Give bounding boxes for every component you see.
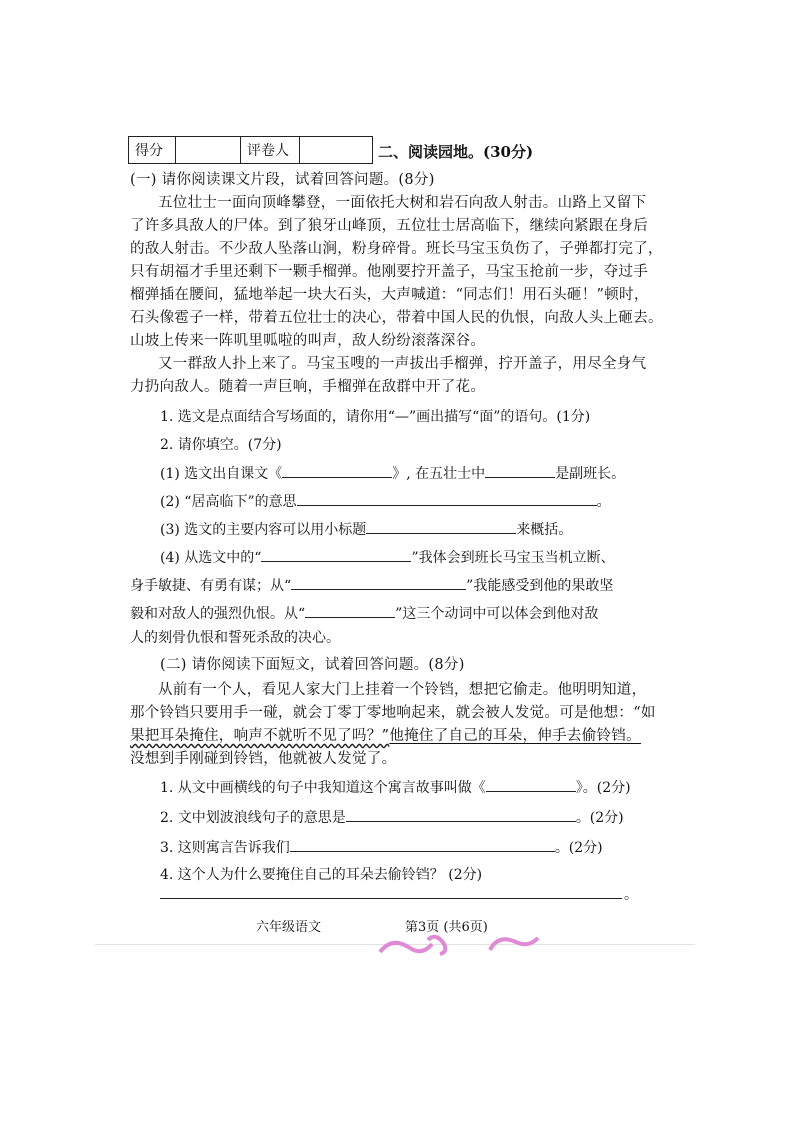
passage-line: 山坡上传来一阵叽里呱啦的叫声，敌人纷纷滚落深谷。 — [130, 333, 486, 349]
score-label: 得分 — [129, 137, 176, 164]
part1-heading: (一) 请你阅读课文片段，试着回答问题。(8分) — [130, 172, 435, 188]
answer-blank[interactable] — [366, 518, 516, 534]
question-2-3: (3) 选文的主要内容可以用小标题 来概括。 — [160, 518, 572, 539]
passage-line: 五位壮士一面向顶峰攀登，一面依托大树和岩石向敌人射击。山路上又留下 — [158, 195, 647, 211]
answer-blank[interactable] — [290, 836, 555, 852]
answer-blank[interactable] — [485, 462, 555, 478]
section-title: 二、阅读园地。(30分) — [378, 143, 534, 161]
wavy-sentence: 果把耳朵掩住，响声不就听不见了吗？” — [130, 728, 390, 744]
passage-line: 石头像雹子一样，带着五位壮士的决心，带着中国人民的仇恨，向敌人头上砸去。 — [130, 310, 663, 326]
question-1: 1. 选文是点面结合写场面的，请你用“—”画出描写“面”的语句。(1分) — [160, 409, 591, 425]
answer-blank[interactable] — [291, 574, 466, 590]
passage-line: 榴弹插在腰间，猛地举起一块大石头，大声喊道：“同志们！用石头砸！”顿时， — [130, 287, 649, 303]
grader-box[interactable] — [300, 137, 373, 164]
underlined-sentence: 他掩住了自己的耳朵，伸手去偷铃铛。 — [389, 728, 641, 744]
answer-line[interactable] — [160, 898, 622, 899]
part2-question-4: 4. 这个人为什么要掩住自己的耳朵去偷铃铛？ (2分) — [160, 867, 483, 883]
score-table — [128, 136, 373, 164]
answer-blank[interactable] — [261, 546, 411, 562]
footer-page: 第3页 (共6页) — [405, 920, 488, 935]
answer-blank[interactable] — [297, 490, 597, 506]
grader-label: 评卷人 — [241, 137, 300, 164]
question-2-4: (4) 从选文中的“ ”我体会到班长马宝玉当机立断、 — [160, 546, 615, 567]
question-2-1: (1) 选文出自课文《 》, 在五壮士中 是副班长。 — [160, 462, 625, 483]
question-2-4-cont: 身手敏捷、有勇有谋；从“ ”我能感受到他的果敢坚 — [130, 574, 613, 595]
footer-subject: 六年级语文 — [256, 920, 322, 935]
part2-question-3: 3. 这则寓言告诉我们 。(2分) — [160, 836, 603, 857]
part2-heading: (二) 请你阅读下面短文，试着回答问题。(8分) — [160, 657, 465, 673]
answer-line-end: 。 — [624, 887, 638, 903]
answer-blank[interactable] — [346, 806, 576, 822]
part2-question-2: 2. 文中划波浪线句子的意思是 。(2分) — [160, 806, 624, 827]
story-line: 那个铃铛只要用手一碰，就会丁零丁零地响起来，就会被人发觉。可是他想：“如 — [130, 705, 656, 721]
question-2: 2. 请你填空。(7分) — [160, 437, 282, 453]
answer-blank[interactable] — [305, 602, 395, 618]
question-2-4-cont: 毅和对敌人的强烈仇恨。从“ ”这三个动词中可以体会到他对敌 — [130, 602, 598, 623]
passage-line: 了许多具敌人的尸体。到了狼牙山峰顶，五位壮士居高临下，继续向紧跟在身后 — [130, 218, 648, 234]
story-line: 没想到手刚碰到铃铛，他就被人发觉了。 — [130, 751, 397, 767]
passage-line: 的敌人射击。不少敌人坠落山涧，粉身碎骨。班长马宝玉负伤了，子弹都打完了， — [130, 241, 663, 257]
question-2-4-cont: 人的刻骨仇恨和誓死杀敌的决心。 — [130, 630, 340, 646]
answer-blank[interactable] — [282, 462, 392, 478]
question-2-2: (2) “居高临下”的意思 。 — [160, 490, 611, 511]
passage-line: 只有胡福才手里还剩下一颗手榴弹。他刚要拧开盖子，马宝玉抢前一步，夺过手 — [130, 264, 648, 280]
passage-line: 又一群敌人扑上来了。马宝玉嗖的一声拔出手榴弹，拧开盖子，用尽全身气 — [158, 356, 647, 372]
story-line — [130, 724, 641, 745]
passage-line: 力扔向敌人。随着一声巨响，手榴弹在敌群中开了花。 — [130, 379, 486, 395]
score-box[interactable] — [176, 137, 241, 164]
pink-ink-mark — [370, 930, 570, 956]
part2-question-1: 1. 从文中画横线的句子中我知道这个寓言故事叫做《 》。(2分) — [160, 776, 631, 797]
story-line: 从前有一个人，看见人家大门上挂着一个铃铛，想把它偷走。他明明知道， — [158, 682, 647, 698]
answer-blank[interactable] — [486, 776, 576, 792]
